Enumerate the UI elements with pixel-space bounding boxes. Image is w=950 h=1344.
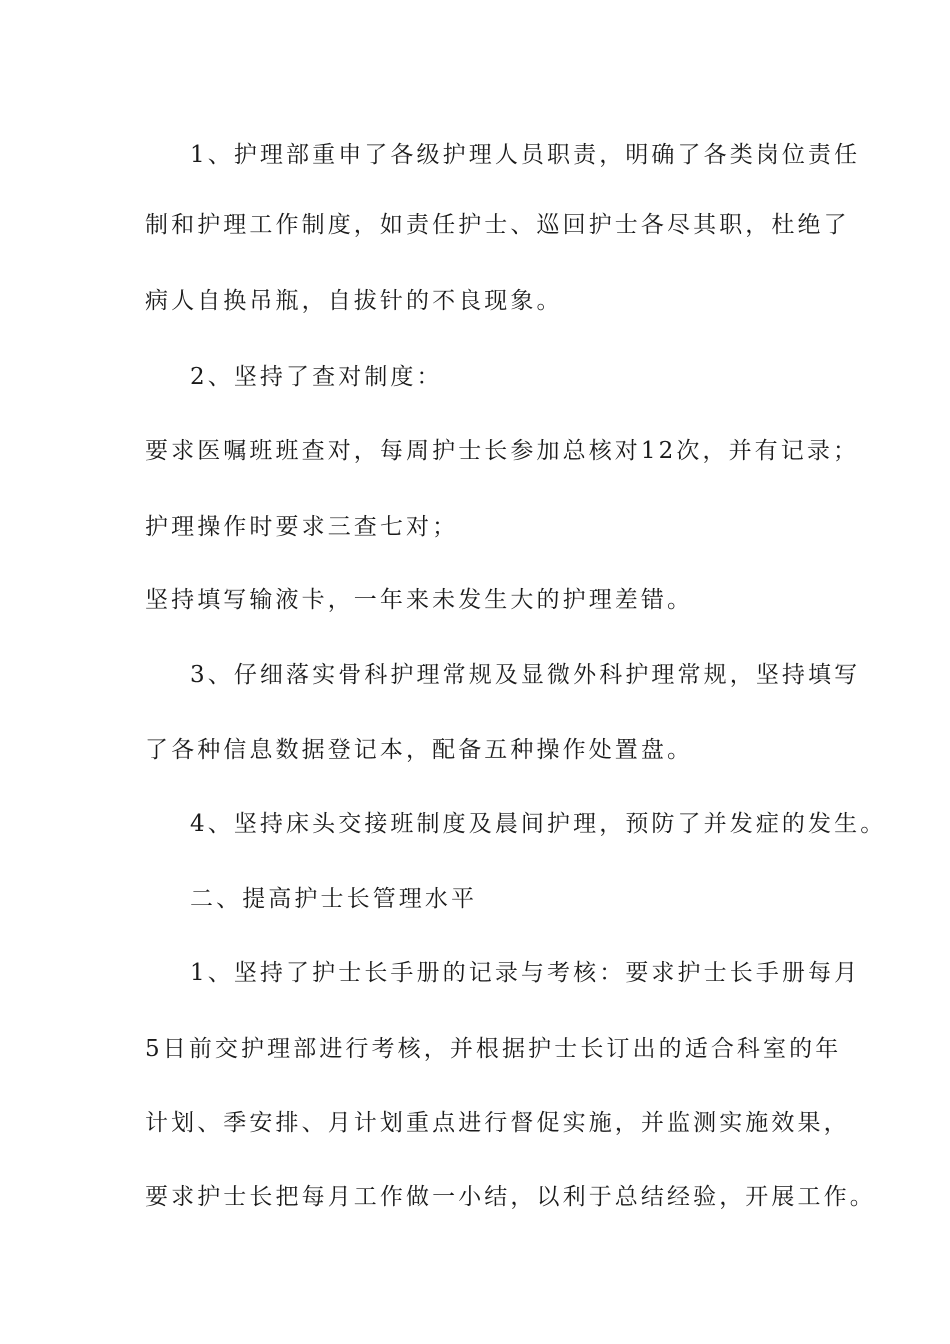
paragraph-line: 1、坚持了护士长手册的记录与考核：要求护士长手册每月: [190, 960, 861, 986]
paragraph-line: 计划、季安排、月计划重点进行督促实施，并监测实施效果，: [145, 1110, 850, 1136]
section-heading: 二、提高护士长管理水平: [190, 886, 478, 912]
paragraph-line: 要求护士长把每月工作做一小结，以利于总结经验，开展工作。: [145, 1184, 876, 1210]
paragraph-line: 2、坚持了查对制度：: [190, 364, 443, 390]
paragraph-line: 5日前交护理部进行考核，并根据护士长订出的适合科室的年: [145, 1036, 842, 1062]
paragraph-line: 病人自换吊瓶，自拔针的不良现象。: [145, 288, 563, 314]
paragraph-line: 坚持填写输液卡，一年来未发生大的护理差错。: [145, 587, 694, 613]
paragraph-line: 了各种信息数据登记本，配备五种操作处置盘。: [145, 737, 694, 763]
paragraph-line: 护理操作时要求三查七对；: [145, 514, 459, 540]
paragraph-line: 要求医嘱班班查对，每周护士长参加总核对12次，并有记录；: [145, 438, 860, 464]
paragraph-line: 1、护理部重申了各级护理人员职责，明确了各类岗位责任: [190, 142, 861, 168]
paragraph-line: 3、仔细落实骨科护理常规及显微外科护理常规，坚持填写: [190, 662, 861, 688]
paragraph-line: 制和护理工作制度，如责任护士、巡回护士各尽其职，杜绝了: [145, 212, 850, 238]
paragraph-line: 4、坚持床头交接班制度及晨间护理，预防了并发症的发生。: [190, 811, 887, 837]
